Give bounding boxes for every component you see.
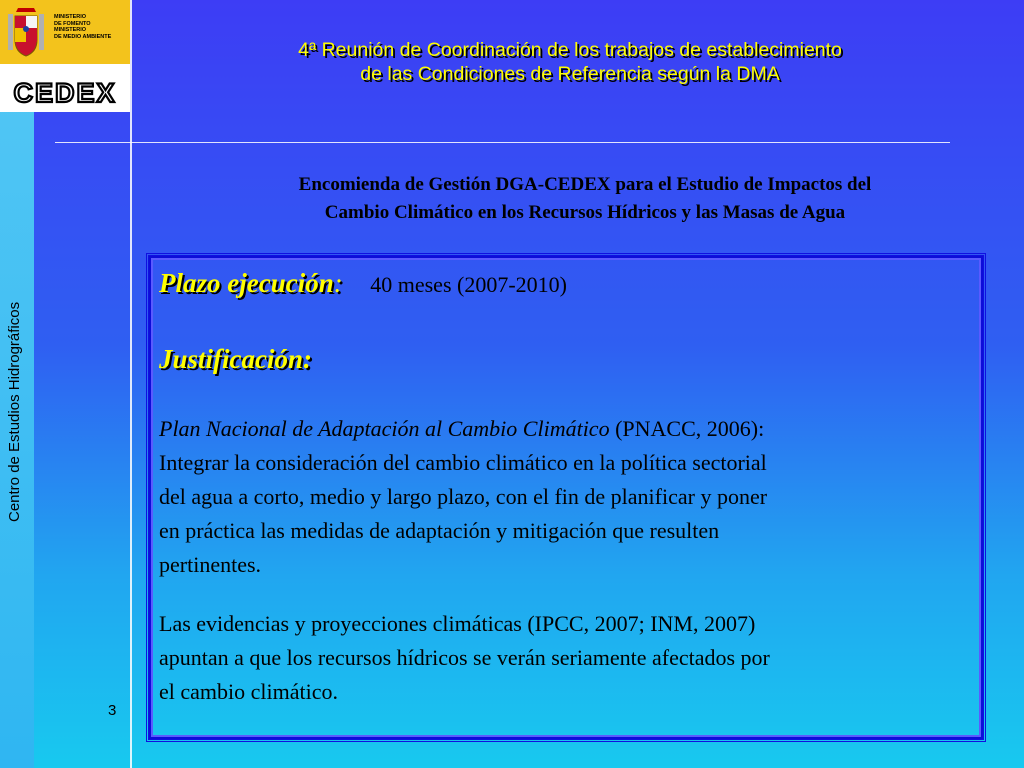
slide-title-line-1: 4ª Reunión de Coordinación de los trabajos de establecimiento	[298, 39, 842, 61]
content-body	[159, 266, 969, 709]
pnacc-title: Plan Nacional de Adaptación al Cambio Climático	[159, 416, 610, 441]
cedex-logo-text: CEDEX	[13, 78, 117, 108]
spacer	[159, 582, 969, 607]
slide-title-line-2: de las Condiciones de Referencia según la DMA	[360, 63, 780, 85]
slide-title	[175, 38, 965, 86]
coat-of-arms-icon	[6, 6, 46, 58]
paragraph-2-line: Las evidencias y proyecciones climáticas (IPCC, 2007; INM, 2007)	[159, 611, 756, 636]
cedex-logo	[4, 78, 126, 108]
plazo-heading: Plazo ejecución	[159, 268, 334, 298]
plazo-row	[159, 266, 969, 302]
vertical-divider	[130, 0, 132, 768]
ministry-text	[54, 14, 111, 40]
spacer	[159, 302, 969, 342]
ministry-line: DE MEDIO AMBIENTE	[54, 33, 112, 40]
plazo-value: 40 meses (2007-2010)	[370, 272, 567, 297]
paragraph-2-line: apuntan a que los recursos hídricos se verán seriamente afectados por	[159, 645, 770, 670]
subtitle-line-1: Encomienda de Gestión DGA-CEDEX para el Estudio de Impactos del	[298, 174, 872, 195]
pnacc-line	[159, 412, 969, 446]
paragraph-1-line: en práctica las medidas de adaptación y mitigación que resulten	[159, 518, 720, 543]
paragraph-1-line: del agua a corto, medio y largo plazo, con el fin de planificar y poner	[159, 484, 768, 509]
page-number: 3	[108, 702, 117, 719]
subtitle-line-2: Cambio Climático en los Recursos Hídricos y las Masas de Agua	[324, 202, 846, 223]
paragraph-1-line: Integrar la consideración del cambio climático en la política sectorial	[159, 450, 767, 475]
plazo-colon: :	[333, 268, 343, 298]
logo-panel	[0, 0, 130, 112]
paragraph-2-line: el cambio climático.	[159, 679, 338, 704]
pnacc-reference: (PNACC, 2006):	[609, 416, 765, 441]
justificacion-heading: Justificación:	[159, 344, 312, 374]
ministry-logo-strip	[0, 0, 130, 64]
ministry-line: MINISTERIO	[54, 27, 87, 33]
paragraph-1-line: pertinentes.	[159, 552, 262, 577]
slide-subtitle	[140, 171, 1024, 227]
ministry-line: MINISTERIO	[54, 14, 87, 20]
ministry-line: DE FOMENTO	[54, 20, 91, 27]
horizontal-divider	[55, 142, 950, 143]
justificacion-row	[159, 342, 969, 378]
spacer	[159, 378, 969, 412]
sidebar-label: Centro de Estudios Hidrográficos	[6, 301, 23, 522]
